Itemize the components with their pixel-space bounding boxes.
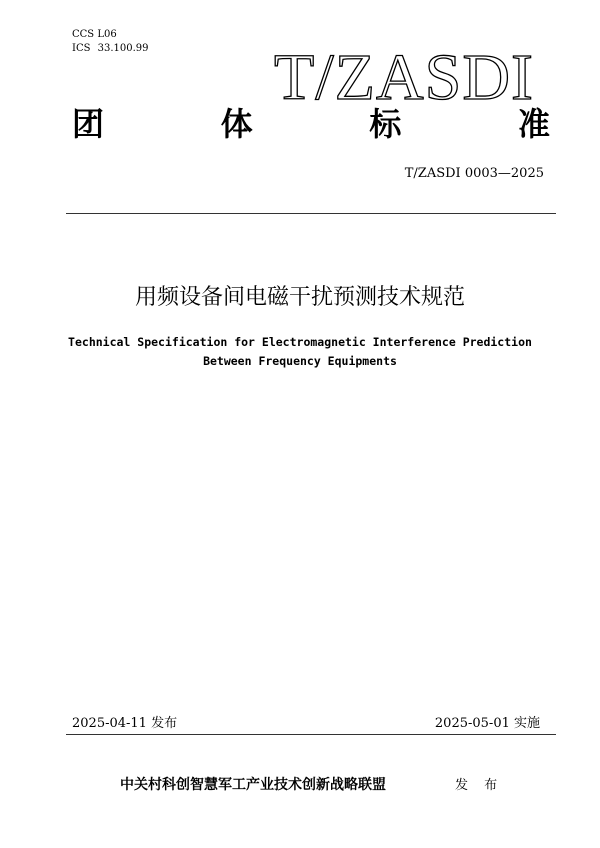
publish-label: 发 布 [455,778,504,793]
org-type-char: 准 [517,105,550,143]
title-chinese: 用频设备间电磁干扰预测技术规范 [134,285,465,310]
ics-code: ICS 33.100.99 [72,43,149,54]
title-english [0,333,600,371]
ccs-code: CCS L06 [72,29,117,40]
publish-date: 2025-04-11 发布 [72,716,178,731]
effective-date: 2025-05-01 实施 [434,716,540,731]
org-type-char: 标 [369,105,402,143]
org-type-char: 体 [220,105,253,143]
top-divider [66,213,556,214]
org-standard-type [72,106,550,142]
standard-logo: T/ZASDI [274,41,534,114]
title-english-line-1: Technical Specification for Electromagnetic Interference Prediction [68,335,532,349]
publisher-name: 中关村科创智慧军工产业技术创新战略联盟 [120,777,386,793]
title-english-line-2: Between Frequency Equipments [203,354,397,368]
bottom-divider [66,734,556,735]
org-type-char: 团 [72,105,105,143]
standard-number: T/ZASDI 0003—2025 [404,166,544,181]
